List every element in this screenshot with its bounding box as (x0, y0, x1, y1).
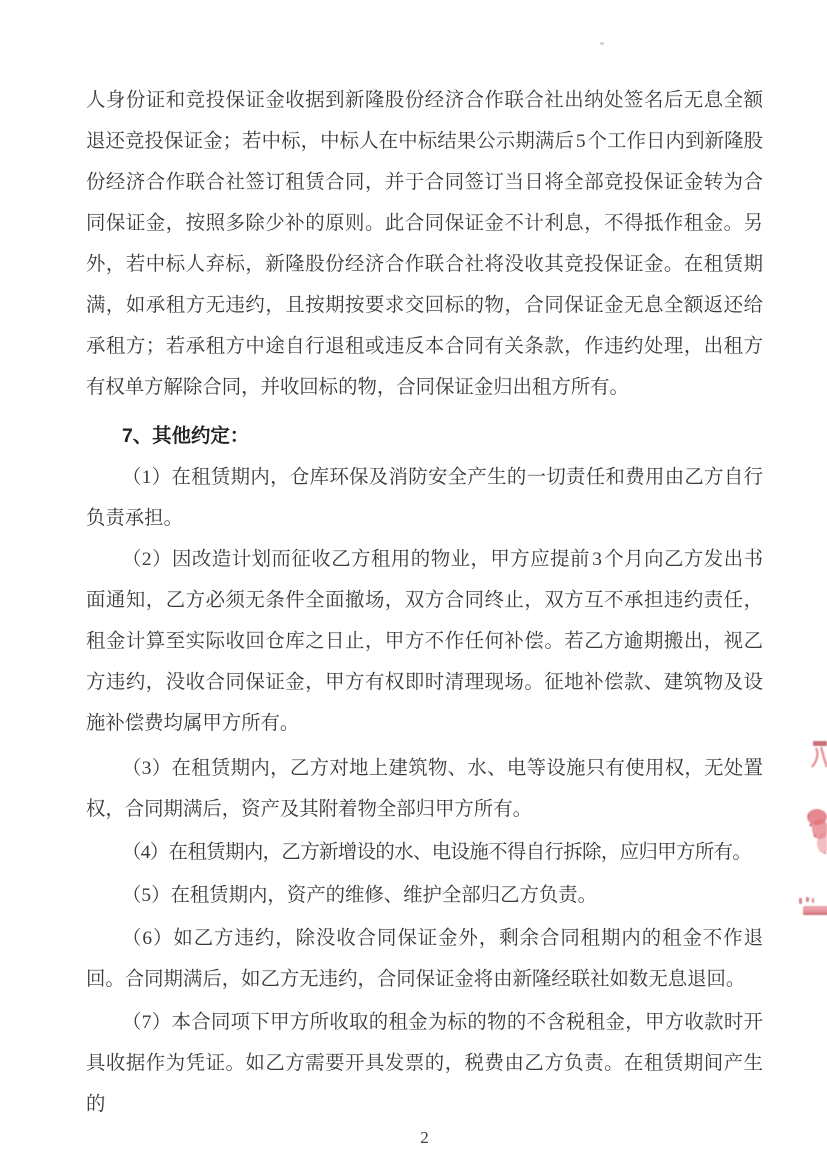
clause-6: （6）如乙方违约，除没收合同保证金外，剩余合同租期内的租金不作退回。合同期满后，如乙方无违约，合同保证金将由新隆经联社如数无息退回。 (86, 928, 763, 990)
page-number: 2 (420, 1128, 429, 1147)
seal-stroke-bar (803, 906, 827, 915)
seal-dot (812, 898, 814, 903)
clause-5: （5）在租赁期内，资产的维修、维护全部归乙方负责。 (122, 885, 598, 906)
clause-4: （4）在租赁期内，乙方新增设的水、电设施不得自行拆除，应归甲方所有。 (122, 842, 752, 863)
seal-stroke-bar (813, 741, 827, 746)
paragraph-continuation: 人身份证和竞投保证金收据到新隆股份经济合作联合社出纳处签名后无息全额退还竞投保证金；若中标，中标人在中标结果公示期满后 5 个工作日内到新隆股份经济合作联合社签订租赁合同，并于合同签订当日将全部竞投保证金转为合同保证金，按照多除少补的原则。此合同保证金不计利息，不得抵作租金。另外，若中标人弃标，新隆股份经济合作联合社将没收其竞投保证金。在租赁期满，如承租方无违约，且按期按要求交回标的物，合同保证金无息全额返还给承租方；若承租方中途自行退租或违反本合同有关条款，作违约处理，出租方有权单方解除合同，并收回标的物，合同保证金归出租方所有。 (86, 90, 763, 398)
clause-2: （2）因改造计划而征收乙方租用的物业，甲方应提前 3 个月向乙方发出书面通知，乙方必须无条件全面撤场，双方合同终止，双方互不承担违约责任，租金计算至实际收回仓库之日止，甲方不作任何补偿。若乙方逾期搬出，视乙方违约，没收合同保证金，甲方有权即时清理现场。征地补偿款、建筑物及设施补偿费均属甲方所有。 (86, 549, 763, 734)
seal-dot (806, 897, 809, 902)
seal-fragment-bottom (798, 895, 827, 917)
clause-3: （3）在租赁期内，乙方对地上建筑物、水、电等设施只有使用权，无处置权，合同期满后，资产及其附着物全部归甲方所有。 (86, 758, 763, 820)
clause-1: （1）在租赁期内，仓库环保及消防安全产生的一切责任和费用由乙方自行负责承担。 (86, 467, 763, 529)
seal-fragment-top (810, 739, 827, 769)
clause-7: （7）本合同项下甲方所收取的租金为标的物的不含税租金，甲方收款时开具收据作为凭证。如乙方需要开具发票的，税费由乙方负责。在租赁期间产生的 (86, 1012, 763, 1115)
section-7-heading: 7、其他约定： (122, 425, 250, 447)
seal-blob (805, 808, 827, 856)
seal-dot (799, 898, 802, 904)
scan-speck (600, 42, 604, 45)
seal-fragment-middle (805, 808, 827, 856)
